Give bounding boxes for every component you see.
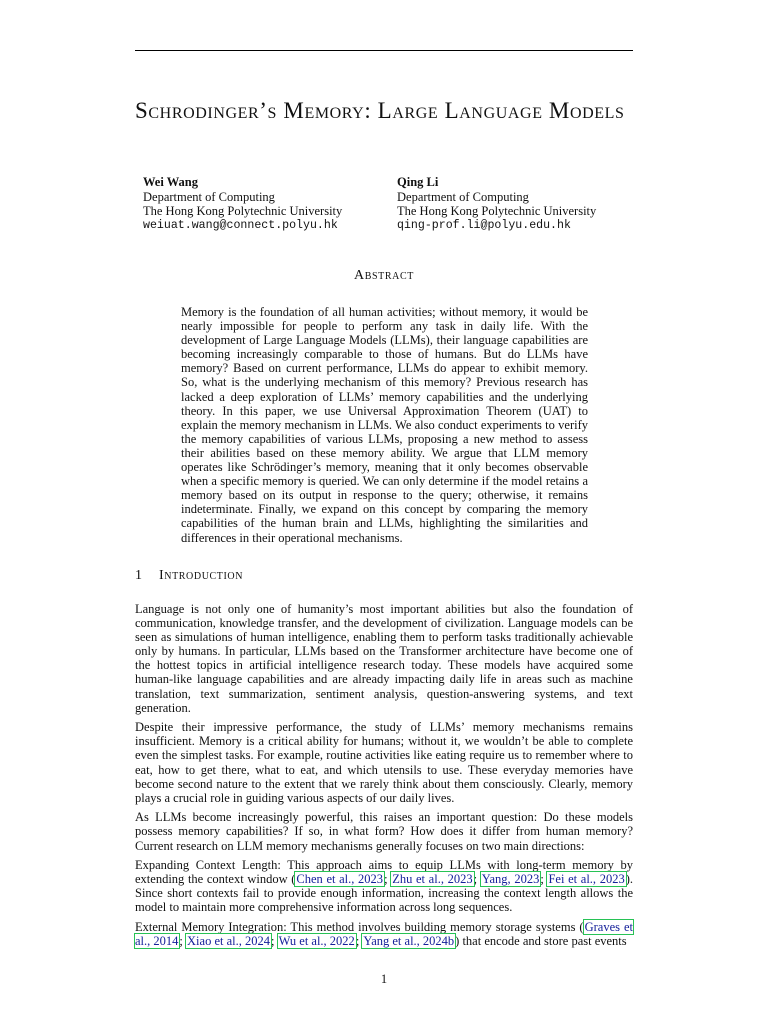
citation-link[interactable]: Fei et al., 2023 [548,872,625,887]
paragraph-text: ). Since short contexts fail to provide enough information, increasing the context length allows the model to maintain more comprehensive information across long sequences. [135,872,634,915]
author-email: weiuat.wang@connect.polyu.hk [143,218,338,232]
paragraph-text: External Memory Integration: This method involves building memory storage systems ( [135,919,584,934]
section-heading [135,568,243,584]
paragraph-3: As LLMs become increasingly powerful, this raises an important question: Do these models possess memory capabilities? If so, in what form? How does it differ from human memory? Current research on LLM memory mechanisms generally focuses on two main directions: [135,810,633,853]
paragraph-text: Expanding Context Length: This approach aims to equip LLMs with long-term memory by extending the context window ( [135,858,633,887]
section-number: 1 [135,568,143,583]
author-dept: Department of Computing [397,189,529,204]
author-email: qing-prof.li@polyu.edu.hk [397,218,571,232]
paragraph-5: External Memory Integration: This method involves building memory storage systems (Graves et al., 2014; Xiao et al., 2024; Wu et al., 2022; Yang et al., 2024b) that encode and store past events [135,919,634,949]
author-name: Wei Wang [143,175,198,189]
author-affiliation: The Hong Kong Polytechnic University [397,204,597,218]
section-title: Introduction [159,568,244,583]
citation-link[interactable]: Yang, 2023 [481,872,540,887]
top-rule [135,50,633,51]
citation-link[interactable]: Xiao et al., 2024 [187,934,270,949]
author-name: Qing Li [397,175,439,189]
abstract-text: Memory is the foundation of all human activities; without memory, it would be nearly impossible for people to perform any task in daily life. With the development of Large Language Models (LLMs), their language capabilities are becoming increasingly comparable to those of humans. But do LLMs have memory? Based on current performance, LLMs do appear to exhibit memory. So, what is the underlying mechanism of this memory? Previous research has lacked a deep exploration of LLMs’ memory capabilities and the underlying theory. In this paper, we use Universal Approximation Theorem (UAT) to explain the memory mechanism in LLMs. We also conduct experiments to verify the memory capabilities of various LLMs, proposing a new method to assess their abilities based on these memory ability. We argue that LLM memory operates like Schrödinger’s memory, meaning that it only becomes observable when a specific memory is queried. We can only determine if the model retains a memory based on its output in response to the query; otherwise, it remains indeterminate. Finally, we expand on this concept by comparing the memory capabilities of the human brain and LLMs, highlighting the similarities and differences in their operational mechanisms. [181,305,588,545]
author-block-1 [143,175,342,233]
paragraph-4: Expanding Context Length: This approach aims to equip LLMs with long-term memory by extending the context window (Chen et al., 2023; Zhu et al., 2023; Yang, 2023; Fei et al., 2023). Since short contexts fail to provide enough information, increasing the context length allows the model to maintain more comprehensive information across long sequences. [135,858,634,915]
paragraph-text: ) that encode and store past events [455,934,627,949]
abstract-heading: Abstract [354,268,414,283]
author-block-2 [397,175,596,233]
author-affiliation: The Hong Kong Polytechnic University [143,204,343,218]
author-dept: Department of Computing [143,189,275,204]
citation-link[interactable]: Wu et al., 2022 [278,934,355,949]
citation-link[interactable]: Yang et al., 2024b [363,934,455,949]
body-text [135,602,633,954]
citation-link[interactable]: Graves et al., 2014 [135,919,634,949]
citation-link[interactable]: Chen et al., 2023 [296,872,384,887]
page-number: 1 [380,972,388,986]
citation-link[interactable]: Zhu et al., 2023 [392,872,473,887]
paper-title: Schrodinger’s Memory: Large Language Models [135,98,625,123]
paragraph-1: Language is not only one of humanity’s most important abilities but also the foundation of communication, knowledge transfer, and the development of civilization. Language models can be seen as simulations of human intelligence, enabling them to perform tasks traditionally achievable only by humans. In particular, LLMs based on the Transformer architecture have become one of the hottest topics in artificial intelligence research today. These models have acquired some human-like language capabilities and are already impacting daily life in areas such as machine translation, text summarization, sentiment analysis, question-answering systems, and text generation. [135,602,633,715]
paragraph-2: Despite their impressive performance, the study of LLMs’ memory mechanisms remains insufficient. Memory is a critical ability for humans; without it, we wouldn’t be able to complete even the simplest tasks. For example, routine activities like eating require us to remember where to eat, how to get there, what to eat, and which utensils to use. These everyday memories have become second nature to the extent that we rarely think about them consciously. Clearly, memory plays a crucial role in guiding various aspects of our daily lives. [135,720,633,805]
